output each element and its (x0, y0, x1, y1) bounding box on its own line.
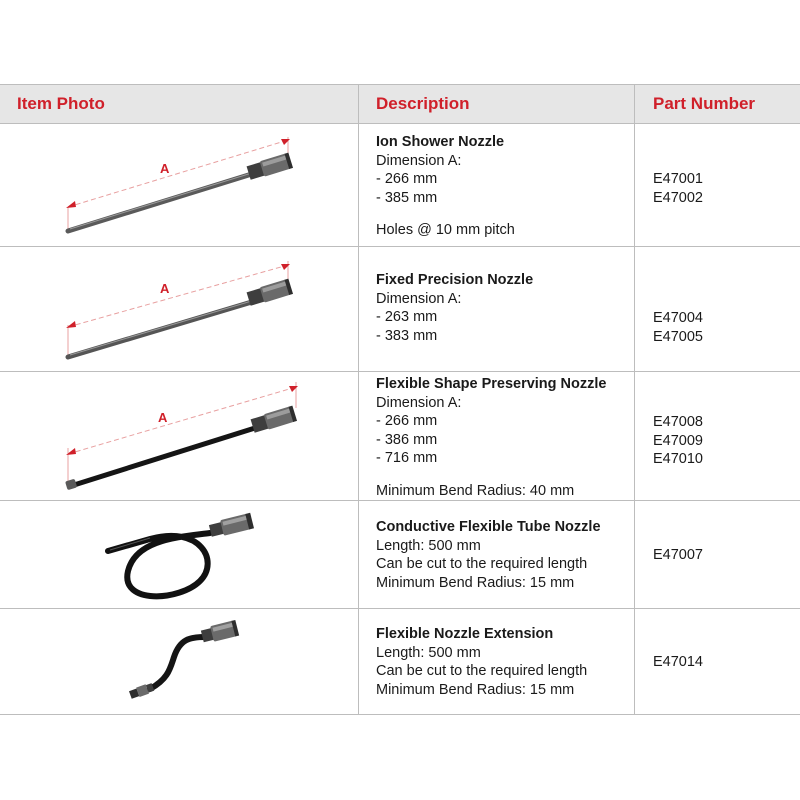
table-row (0, 609, 800, 714)
dimension-a-label: A (160, 281, 170, 296)
fixed-precision-nozzle-photo (0, 247, 358, 371)
spec-line: - 266 mm (376, 171, 438, 187)
spec-line: - 386 mm (376, 431, 438, 448)
header-part-number: Part Number (653, 94, 756, 113)
conductive-flexible-tube-nozzle-photo (0, 501, 358, 608)
part-number: E47001 (653, 171, 703, 187)
part-number: E47002 (653, 189, 703, 206)
table-row (0, 123, 800, 246)
spec-line: Dimension A: (376, 290, 462, 307)
spec-line: - 263 mm (376, 309, 438, 325)
spec-line: - 385 mm (376, 189, 438, 206)
spec-line: Length: 500 mm (376, 644, 481, 661)
spec-line: Minimum Bend Radius: 15 mm (376, 574, 575, 591)
table-row (0, 247, 800, 371)
header-description: Description (376, 94, 470, 113)
dimension-a-label: A (160, 161, 170, 176)
part-numbers (653, 309, 703, 346)
spec-note: Holes @ 10 mm pitch (376, 222, 515, 238)
spec-line: Minimum Bend Radius: 15 mm (376, 681, 575, 698)
part-number: E47014 (653, 654, 703, 670)
description (376, 133, 515, 240)
spec-line: - 716 mm (376, 450, 438, 466)
product-title: Flexible Nozzle Extension (376, 626, 554, 642)
product-title: Conductive Flexible Tube Nozzle (376, 519, 601, 535)
flexible-nozzle-extension-photo (0, 609, 358, 714)
table-row (0, 501, 800, 608)
spec-line: - 266 mm (376, 413, 438, 429)
product-title: Fixed Precision Nozzle (376, 272, 534, 288)
part-number: E47007 (653, 547, 703, 563)
header-item-photo: Item Photo (17, 94, 105, 113)
ion-shower-nozzle-photo (0, 123, 358, 246)
part-number: E47008 (653, 414, 703, 430)
spec-line: Dimension A: (376, 394, 462, 411)
description (376, 625, 587, 699)
spec-note: Minimum Bend Radius: 40 mm (376, 482, 575, 499)
table-row (0, 372, 800, 500)
part-number: E47009 (653, 432, 703, 449)
part-numbers (653, 653, 703, 672)
part-numbers (653, 546, 703, 565)
description (376, 518, 601, 592)
spec-line: Length: 500 mm (376, 537, 481, 554)
product-title: Flexible Shape Preserving Nozzle (376, 376, 607, 392)
dimension-a-label: A (158, 410, 168, 425)
flexible-shape-preserving-nozzle-photo (0, 372, 358, 500)
spec-line: Dimension A: (376, 152, 462, 169)
description (376, 375, 606, 500)
description (376, 271, 533, 345)
spec-line: Can be cut to the required length (376, 556, 588, 572)
spec-line: - 383 mm (376, 327, 438, 344)
product-title: Ion Shower Nozzle (376, 134, 505, 150)
part-number: E47005 (653, 328, 703, 345)
part-number: E47004 (653, 310, 703, 326)
row-divider (0, 714, 800, 715)
part-number: E47010 (653, 451, 703, 467)
part-numbers (653, 170, 703, 207)
table-header (0, 84, 800, 124)
part-numbers (653, 413, 703, 469)
spec-line: Can be cut to the required length (376, 663, 588, 679)
